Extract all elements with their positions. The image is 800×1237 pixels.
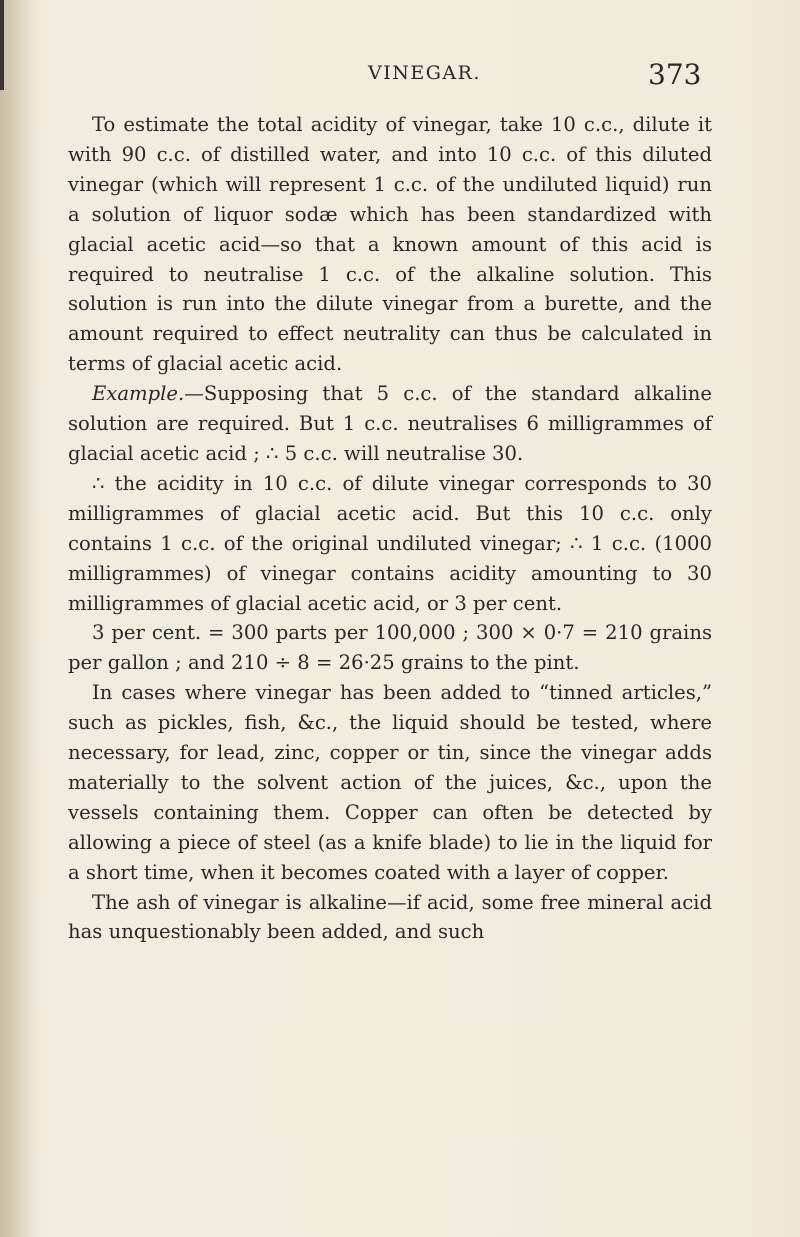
page-header (0, 58, 800, 98)
page-number: 373 (648, 58, 702, 91)
example-label: Example. (92, 382, 185, 406)
paragraph-ash: The ash of vinegar is alkaline—if acid, some free mineral acid has unquestionably been added, and such (68, 890, 712, 944)
paragraph-tinned-articles: In cases where vinegar has been added to “tinned articles,” such as pickles, fish, &c., the liquid should be tested, where necessary, for lead, zinc, copper or tin, since the vinegar adds materially to the solvent action of the juices, &c., upon the vessels containing them. Copper can often be detected by allowing a piece of steel (as a knife blade) to lie in the liquid for a short time, when it becomes coated with a layer of copper. (68, 681, 712, 884)
running-head: VINEGAR. (368, 62, 481, 84)
paragraph-total-acidity: To estimate the total acidity of vinegar, take 10 c.c., dilute it with 90 c.c. of distilled water, and into 10 c.c. of this diluted vinegar (which will represent 1 c.c. of the undiluted liquid) run a solution of liquor sodæ which has been standardized with glacial acetic acid—so that a known amount of this acid is required to neutralise 1 c.c. of the alkaline solution. This solution is run into the dilute vinegar from a burette, and the amount required to effect neutrality can thus be calculated in terms of glacial acetic acid. (68, 113, 712, 376)
paragraph-example (68, 379, 712, 469)
paragraph-acidity-conclusion: ∴ the acidity in 10 c.c. of dilute vinegar corresponds to 30 milligrammes of glacial acetic acid. But this 10 c.c. only contains 1 c.c. of the original undiluted vinegar; ∴ 1 c.c. (1000 milligrammes) of vinegar contains acidity amounting to 30 milligrammes of glacial acetic acid, or 3 per cent. (68, 471, 712, 615)
paragraph-conversion: 3 per cent. = 300 parts per 100,000 ; 300 × 0·7 = 210 grains per gallon ; and 210 ÷ 8 = 26·25 grains to the pint. (68, 621, 712, 675)
example-text: —Supposing that 5 c.c. of the standard alkaline solution are required. But 1 c.c. neutralises 6 milligrammes of glacial acetic acid ; ∴ 5 c.c. will neutralise 30. (68, 382, 712, 465)
binding-shadow (0, 0, 40, 1237)
body-text (68, 110, 712, 947)
